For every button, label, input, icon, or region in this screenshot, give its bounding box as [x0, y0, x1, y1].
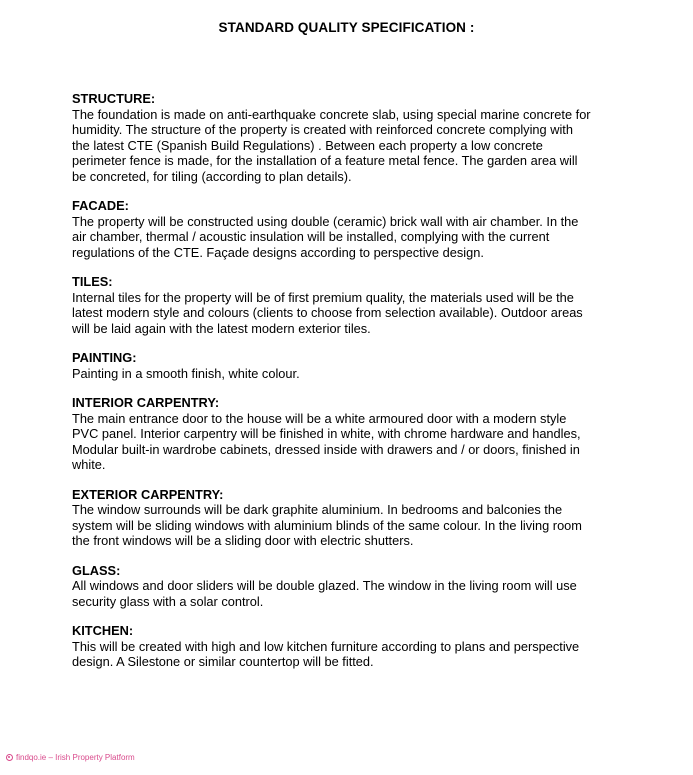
section-body: The foundation is made on anti-earthquake concrete slab, using special marine concrete for humidity. The structure of the property is created with reinforced concrete complying with the latest CTE (Spanish Build Regulations) . Between each property a low concrete perimeter fence is made, for the installation of a feature metal fence. The garden area will be concreted, for tiling (according to plan details). — [72, 106, 591, 184]
footer-watermark[interactable] — [6, 753, 135, 762]
section-heading: TILES: — [72, 274, 113, 289]
spec-sections — [72, 91, 592, 684]
page-title: STANDARD QUALITY SPECIFICATION : — [218, 20, 475, 35]
section-body: The window surrounds will be dark graphite aluminium. In bedrooms and balconies the system will be sliding windows with aluminium blinds of the same colour. In the living room the front windows will be a sliding door with electric shutters. — [72, 502, 582, 548]
section-body: The main entrance door to the house will be a white armoured door with a modern style PVC panel. Interior carpentry will be finished in white, with chrome hardware and handles, Modular built-in wardrobe cabinets, dressed inside with drawers and / or doors, finished in white. — [72, 410, 581, 472]
section-heading: PAINTING: — [72, 350, 137, 365]
section-glass — [72, 563, 592, 610]
section-heading: GLASS: — [72, 562, 121, 578]
section-kitchen — [72, 623, 592, 670]
section-tiles — [72, 274, 592, 336]
section-body: Internal tiles for the property will be of first premium quality, the materials used will be the latest modern style and colours (clients to choose from selection available). Outdoor areas will be laid again with the latest modern exterior tiles. — [72, 289, 583, 336]
section-exterior-carpentry — [72, 487, 592, 549]
section-painting — [72, 350, 592, 381]
section-body: All windows and door sliders will be double glazed. The window in the living room will use security glass with a solar control. — [72, 578, 577, 609]
section-body: Painting in a smooth finish, white colour. — [72, 365, 300, 381]
section-body: This will be created with high and low kitchen furniture according to plans and perspective design. A Silestone or similar countertop will be fitted. — [72, 638, 580, 669]
section-heading: EXTERIOR CARPENTRY: — [72, 486, 224, 502]
section-heading: KITCHEN: — [72, 623, 134, 638]
section-facade — [72, 198, 592, 260]
section-interior-carpentry — [72, 395, 592, 473]
section-heading: STRUCTURE: — [72, 91, 156, 106]
findqo-logo-icon — [6, 754, 13, 761]
section-heading: INTERIOR CARPENTRY: — [72, 395, 220, 410]
section-structure — [72, 91, 592, 184]
footer-text: findqo.ie – Irish Property Platform — [16, 753, 135, 762]
section-heading: FACADE: — [72, 198, 129, 213]
section-body: The property will be constructed using double (ceramic) brick wall with air chamber. In the air chamber, thermal / acoustic insulation will be installed, complying with the current regulations of the CTE. Façade designs according to perspective design. — [72, 213, 579, 260]
